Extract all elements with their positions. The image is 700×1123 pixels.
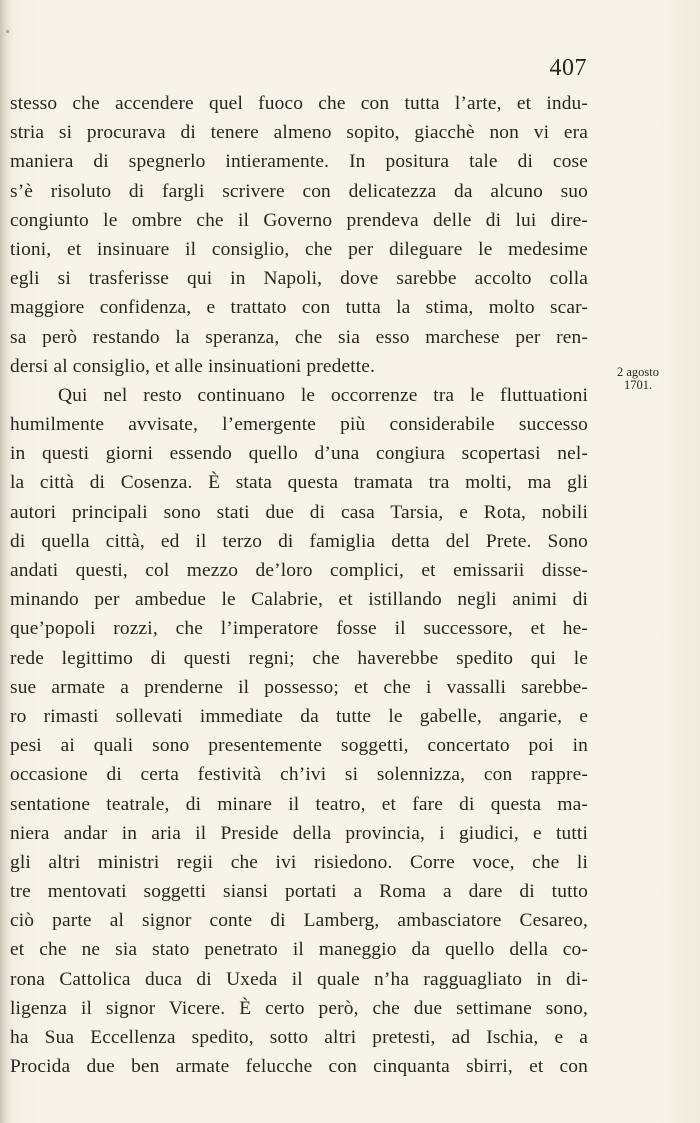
text-line: que’popoli rozzi, che l’imperatore fosse il successore, et he- bbox=[10, 618, 588, 640]
text-line: congiunto le ombre che il Governo prendeva delle di lui dire- bbox=[10, 209, 588, 231]
text-line: humilmente avvisate, l’emergente più considerabile successo bbox=[10, 414, 588, 436]
text-line: andati questi, col mezzo de’loro complici, et emissarii disse- bbox=[10, 560, 588, 581]
text-line: stria si procurava di tenere almeno sopito, giacchè non vi era bbox=[10, 122, 588, 144]
text-line: rede legittimo di questi regni; che haverebbe spedito qui le bbox=[10, 647, 588, 669]
text-line: maniera di spegnerlo intieramente. In positura tale di cose bbox=[10, 151, 588, 173]
text-line: tioni, et insinuare il consiglio, che per dileguare le medesime bbox=[10, 238, 588, 260]
body-text bbox=[10, 89, 588, 1081]
text-line: gli altri ministri regii che ivi risiedono. Corre voce, che li bbox=[10, 851, 588, 873]
page-number: 407 bbox=[549, 55, 587, 81]
text-line: et che ne sia stato penetrato il maneggio da quello della co- bbox=[10, 939, 588, 961]
text-line: sentatione teatrale, di minare il teatro, et fare di questa ma- bbox=[10, 793, 588, 815]
text-line: minando per ambedue le Calabrie, et istillando negli animi di bbox=[10, 589, 588, 611]
text-line: sa però restando la speranza, che sia esso marchese per ren- bbox=[10, 326, 588, 348]
text-line: in questi giorni essendo quello d’una congiura scopertasi nel- bbox=[10, 443, 588, 465]
text-line: tre mentovati soggetti siansi portati a Roma a dare di tutto bbox=[10, 881, 588, 903]
text-line: ro rimasti sollevati immediate da tutte le gabelle, angarie, e bbox=[10, 705, 588, 727]
text-line: dersi al consiglio, et alle insinuationi predette. bbox=[10, 355, 376, 377]
paper-speck bbox=[6, 30, 9, 33]
text-line: ligenza il signor Vicere. È certo però, che due settimane sono, bbox=[10, 997, 588, 1019]
text-line: stesso che accendere quel fuoco che con tutta l’arte, et indu- bbox=[10, 93, 588, 114]
text-line: di quella città, ed il terzo di famiglia detta del Prete. Sono bbox=[10, 530, 588, 552]
text-line: s’è risoluto di fargli scrivere con delicatezza da alcuno suo bbox=[10, 180, 588, 202]
text-line: egli si trasferisse qui in Napoli, dove sarebbe accolto colla bbox=[10, 268, 588, 290]
text-line: rona Cattolica duca di Uxeda il quale n’ha ragguagliato in di- bbox=[10, 968, 588, 990]
text-line: niera andar in aria il Preside della provincia, i giudici, e tutti bbox=[10, 822, 588, 844]
text-line: Qui nel resto continuano le occorrenze tra le fluttuationi bbox=[58, 384, 588, 406]
text-line: pesi ai quali sono presentemente soggetti, concertato poi in bbox=[10, 735, 588, 757]
margin-note-year: 1701. bbox=[623, 378, 653, 392]
paragraph bbox=[10, 89, 588, 381]
paragraph bbox=[10, 381, 588, 1082]
text-line: maggiore confidenza, e trattato con tutta la stima, molto scar- bbox=[10, 297, 588, 319]
text-line: occasione di certa festività ch’ivi si solennizza, con rappre- bbox=[10, 764, 588, 786]
text-line: ha Sua Eccellenza spedito, sotto altri pretesti, ad Ischia, e a bbox=[10, 1027, 588, 1048]
margin-date-note bbox=[608, 366, 668, 392]
text-line: ciò parte al signor conte di Lamberg, ambasciatore Cesareo, bbox=[10, 910, 588, 932]
text-line: la città di Cosenza. È stata questa tramata tra molti, ma gli bbox=[10, 472, 588, 494]
text-line: Procida due ben armate felucche con cinquanta sbirri, et con bbox=[10, 1056, 588, 1078]
margin-note-date: 2 agosto bbox=[616, 365, 659, 379]
text-line: sue armate a prenderne il possesso; et che i vassalli sarebbe- bbox=[10, 676, 588, 698]
text-line: autori principali sono stati due di casa Tarsia, e Rota, nobili bbox=[10, 501, 588, 523]
